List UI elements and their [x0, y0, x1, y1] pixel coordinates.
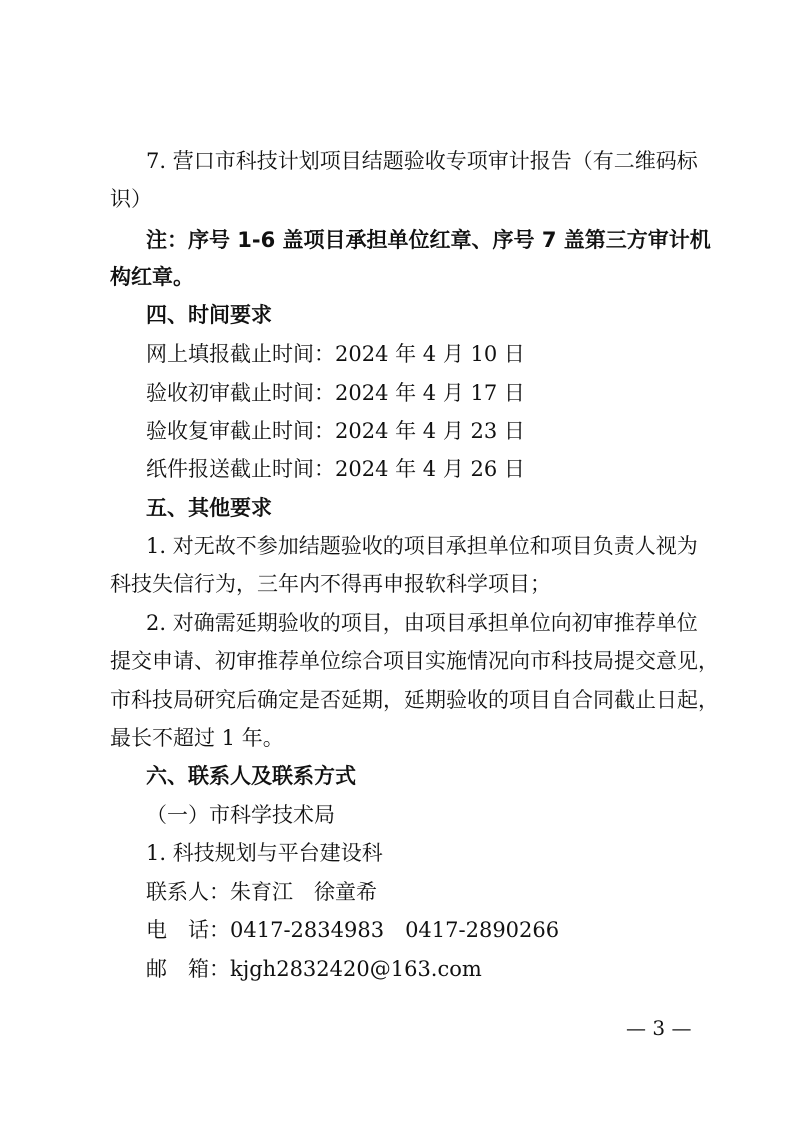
other-req-2-line-1: 2. 对确需延期验收的项目，由项目承担单位向初审推荐单位	[146, 611, 698, 635]
other-req-1-line-2: 科技失信行为，三年内不得再申报软科学项目；	[110, 572, 551, 596]
page-number: — 3 —	[626, 1016, 692, 1040]
other-req-2-line-4: 最长不超过 1 年。	[110, 726, 284, 750]
item-7-line-1: 7. 营口市科技计划项目结题验收专项审计报告（有二维码标	[146, 149, 698, 173]
contact-dept: 1. 科技规划与平台建设科	[146, 841, 383, 865]
note-line-2: 构红章。	[110, 265, 194, 289]
deadline-paper: 纸件报送截止时间：2024 年 4 月 26 日	[146, 457, 525, 481]
contact-phone: 电 话：0417-2834983 0417-2890266	[146, 918, 560, 942]
contact-persons: 联系人：朱育江 徐童希	[146, 880, 377, 904]
contact-org: （一）市科学技术局	[146, 803, 335, 827]
contact-email: 邮 箱：kjgh2832420@163.com	[146, 957, 482, 981]
deadline-online: 网上填报截止时间：2024 年 4 月 10 日	[146, 342, 525, 366]
other-req-2-line-2: 提交申请、初审推荐单位综合项目实施情况向市科技局提交意见，	[110, 649, 719, 673]
deadline-first-review: 验收初审截止时间：2024 年 4 月 17 日	[146, 381, 525, 405]
other-req-2-line-3: 市科技局研究后确定是否延期，延期验收的项目自合同截止日起，	[110, 688, 719, 712]
deadline-second-review: 验收复审截止时间：2024 年 4 月 23 日	[146, 419, 525, 443]
item-7-line-2: 识）	[110, 187, 152, 211]
section-6-heading: 六、联系人及联系方式	[146, 764, 356, 788]
other-req-1-line-1: 1. 对无故不参加结题验收的项目承担单位和项目负责人视为	[146, 534, 698, 558]
section-4-heading: 四、时间要求	[146, 303, 272, 327]
note-line-1: 注：序号 1-6 盖项目承担单位红章、序号 7 盖第三方审计机	[146, 228, 711, 252]
section-5-heading: 五、其他要求	[146, 496, 272, 520]
